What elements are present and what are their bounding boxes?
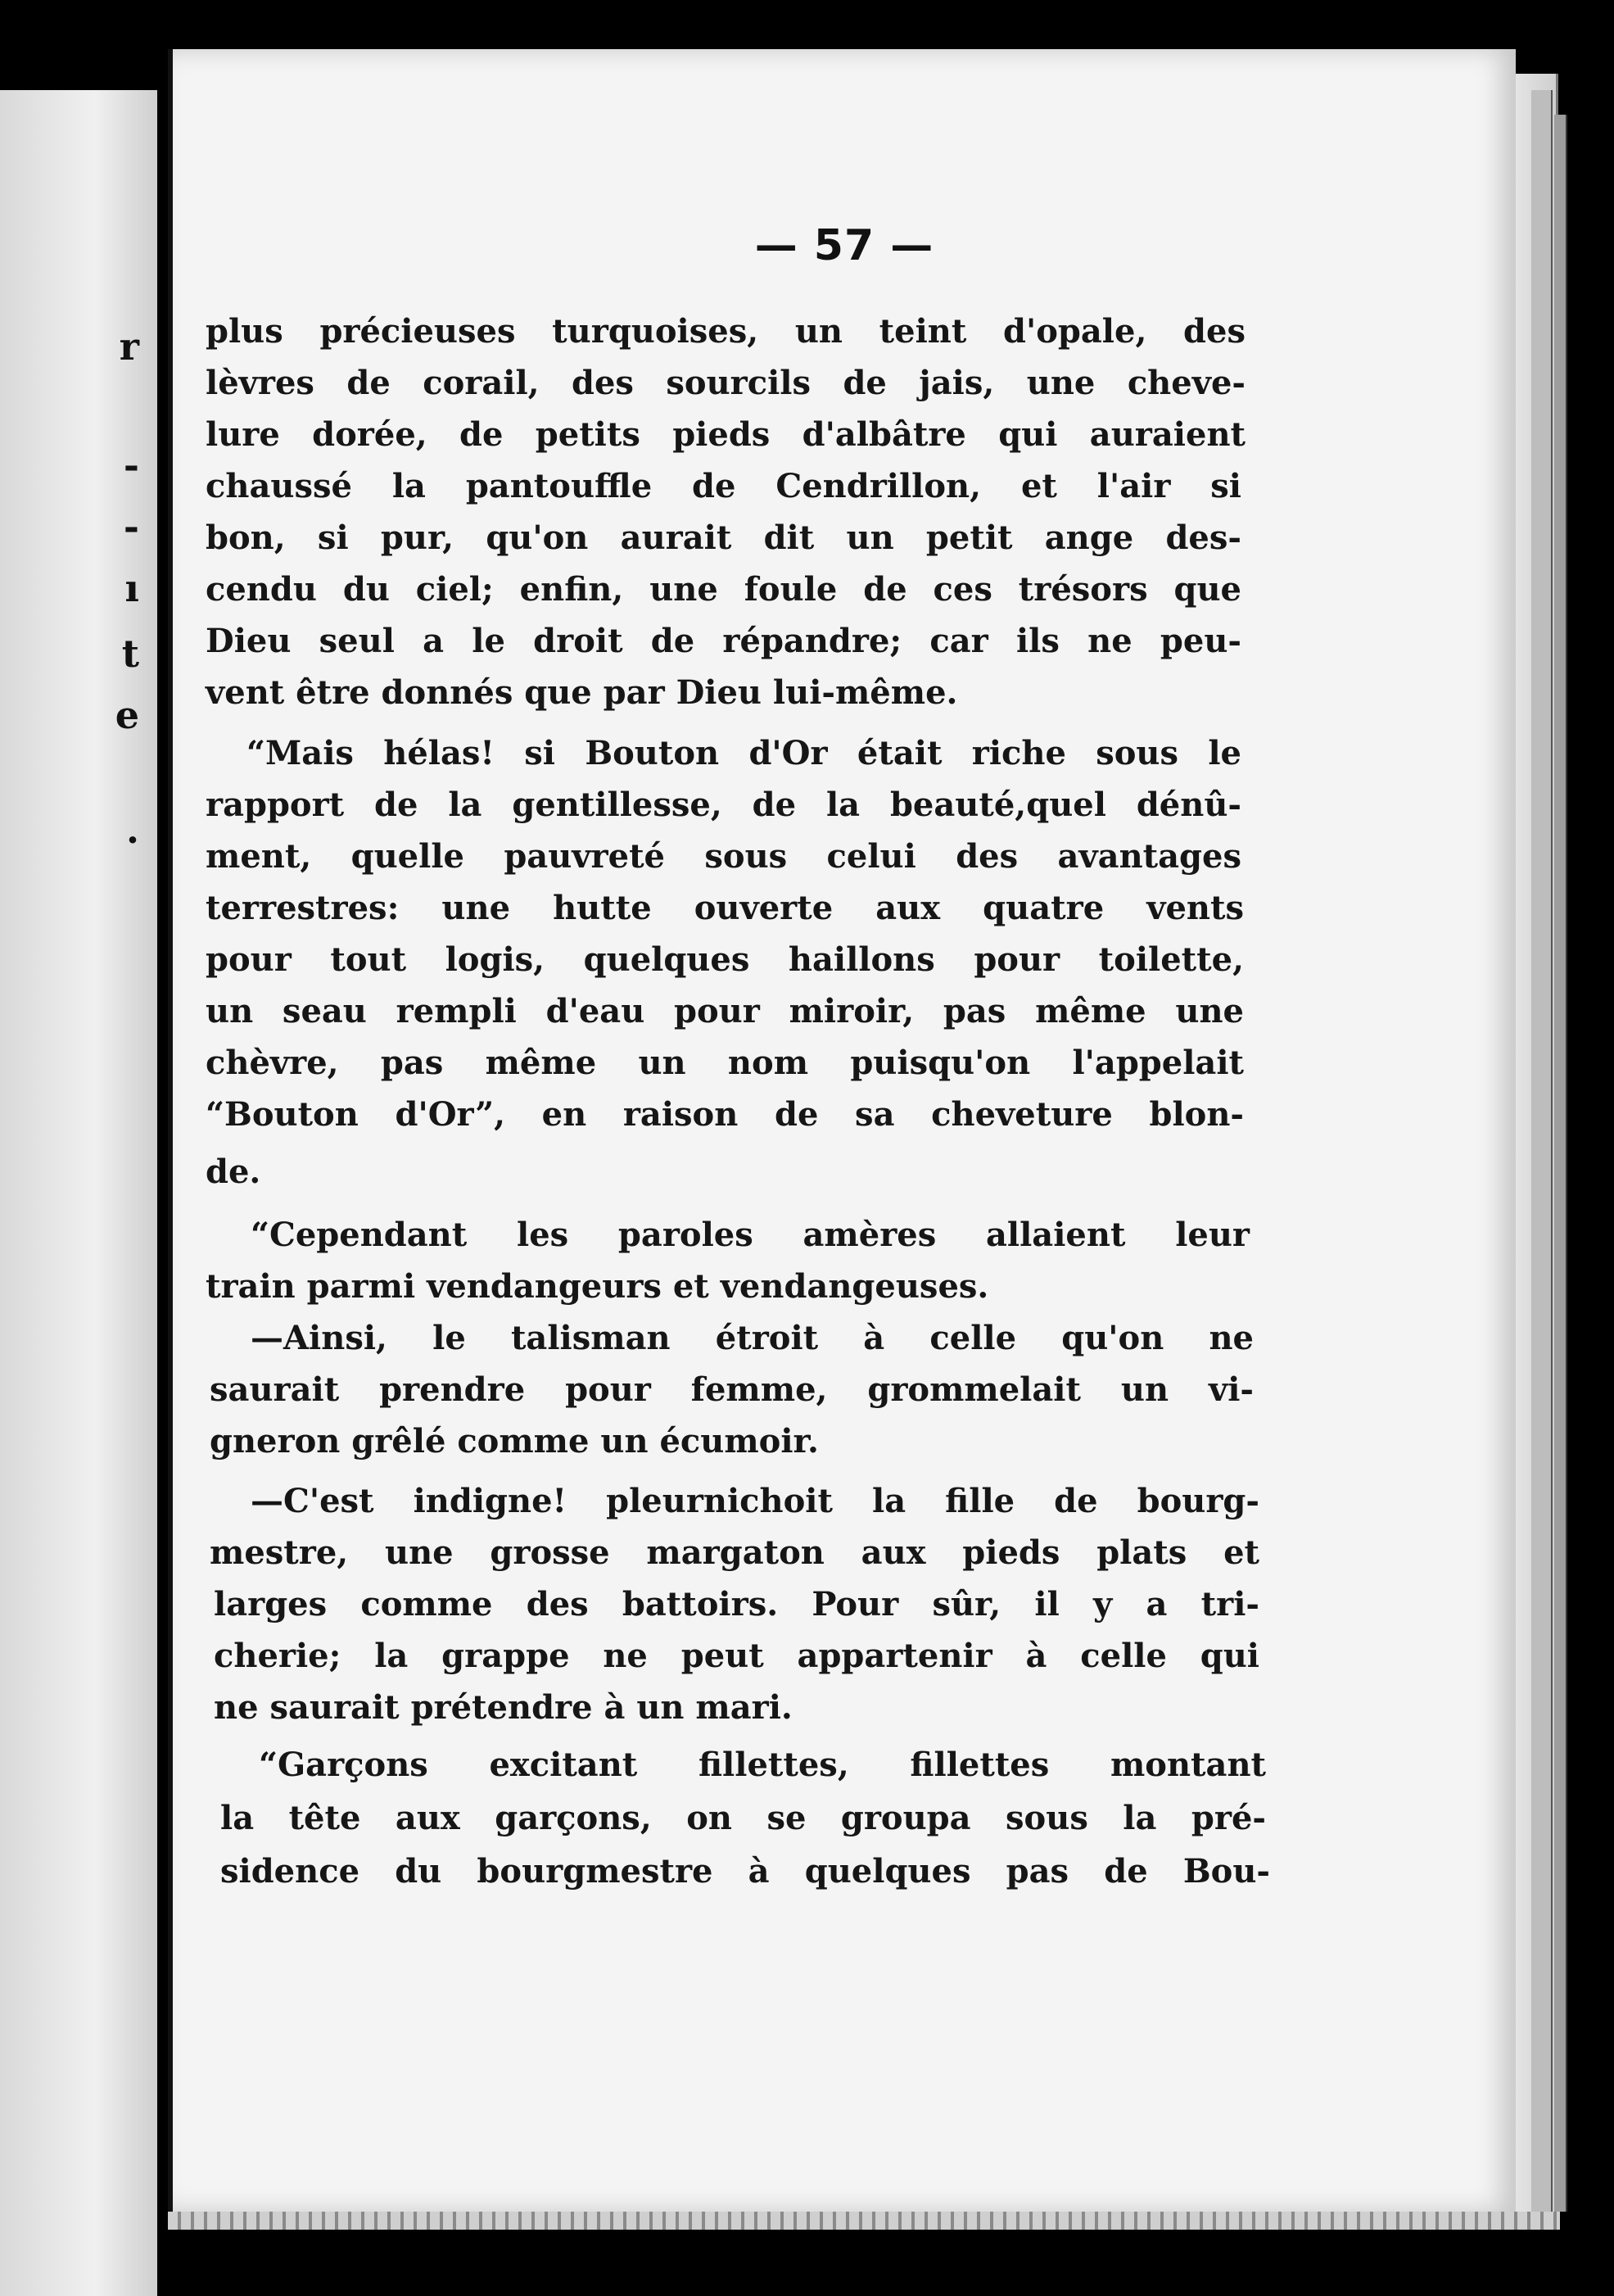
left-page-fragment: ı [124,566,139,610]
page-number: — 57 — [754,221,934,270]
text-line: de. [206,1153,261,1191]
text-line: chaussé la pantouffle de Cendrillon, et l'air si [206,467,1241,505]
page-bottom-edge [168,2212,1560,2230]
text-line: larges comme des battoirs. Pour sûr, il y a tri- [214,1585,1259,1624]
text-line: gneron grêlé comme un écumoir. [210,1422,819,1460]
text-line: plus précieuses turquoises, un teint d'opale, des [206,312,1246,351]
text-line: un seau rempli d'eau pour miroir, pas même une [206,992,1244,1030]
page-stack-edge [1554,115,1567,2212]
left-page-fragment: - [123,505,139,549]
text-line: Dieu seul a le droit de répandre; car ils ne peu- [206,622,1241,660]
left-page-fragment: t [121,632,139,676]
text-line: cendu du ciel; enfin, une foule de ces trésors que [206,570,1241,609]
text-line: pour tout logis, quelques haillons pour toilette, [206,940,1244,979]
text-line: la tête aux garçons, on se groupa sous la pré- [220,1799,1266,1837]
text-line: vent être donnés que par Dieu lui-même. [206,673,958,712]
text-line: —Ainsi, le talisman étroit à celle qu'on ne [251,1319,1254,1357]
text-line: ne saurait prétendre à un mari. [214,1688,793,1727]
text-line: lure dorée, de petits pieds d'albâtre qui auraient [206,415,1246,454]
text-line: terrestres: une hutte ouverte aux quatre vents [206,889,1244,927]
page-stack-edge [1531,90,1553,2228]
text-line: train parmi vendangeurs et vendangeuses. [206,1267,989,1306]
text-line: —C'est indigne! pleurnichoit la fille de bourg- [251,1482,1259,1520]
text-line: “Mais hélas! si Bouton d'Or était riche sous le [246,734,1241,772]
left-page-fragment: . [125,808,139,852]
text-line: mestre, une grosse margaton aux pieds plats et [210,1533,1259,1572]
text-line: lèvres de corail, des sourcils de jais, une cheve- [206,364,1246,402]
text-line: ment, quelle pauvreté sous celui des avantages [206,837,1241,876]
left-page-fragment: - [123,443,139,487]
left-facing-page [0,90,157,2296]
text-line: rapport de la gentillesse, de la beauté,quel dénû- [206,786,1241,824]
text-line: chèvre, pas même un nom puisqu'on l'appelait [206,1044,1244,1082]
text-line: bon, si pur, qu'on aurait dit un petit ange des- [206,519,1241,557]
text-line: cherie; la grappe ne peut appartenir à celle qui [214,1637,1259,1675]
text-line: “Bouton d'Or”, en raison de sa cheveture blon- [206,1095,1244,1134]
text-line: “Cependant les paroles amères allaient leur [251,1216,1250,1254]
book-page [168,49,1516,2212]
text-line: “Garçons excitant fillettes, fillettes montant [259,1746,1266,1784]
left-page-fragment: r [119,324,139,369]
text-line: saurait prendre pour femme, grommelait un vi- [210,1370,1254,1409]
text-line: sidence du bourgmestre à quelques pas de Bou- [220,1852,1270,1891]
left-page-fragment: e [115,693,139,737]
